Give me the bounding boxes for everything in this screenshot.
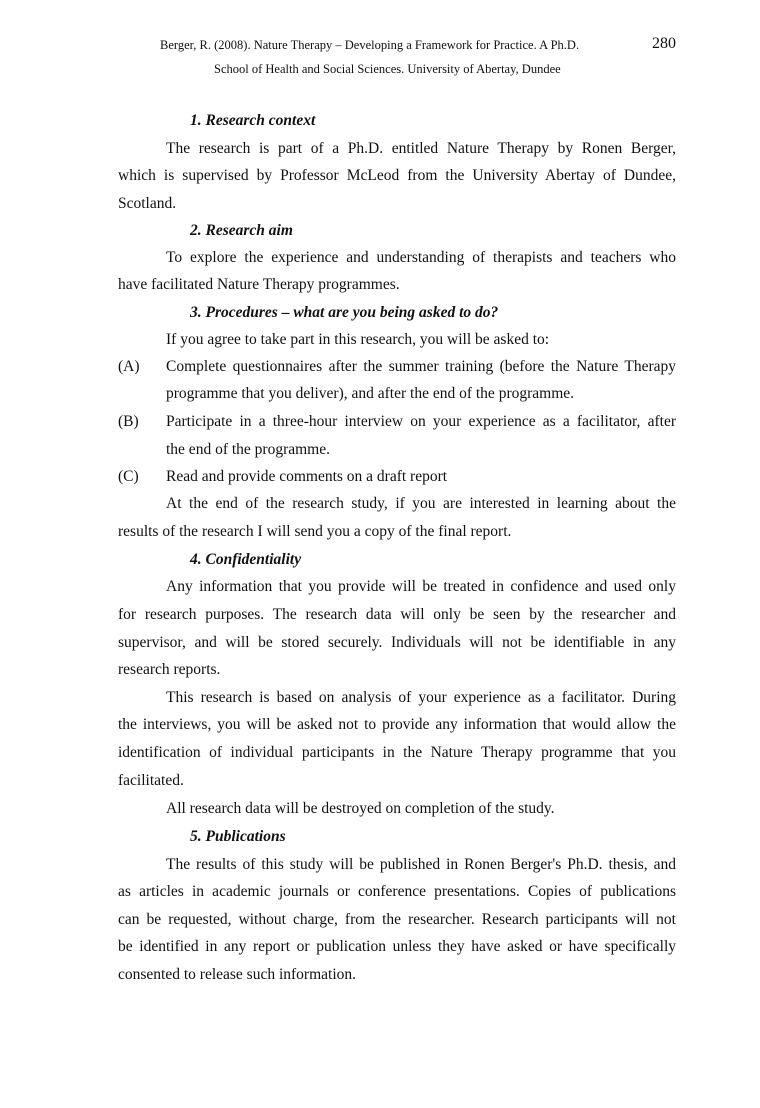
paragraph-line: identification of individual participants in the Nature Therapy programme that you — [118, 744, 676, 761]
list-item-line: Complete questionnaires after the summer training (before the Nature Therapy — [166, 358, 676, 375]
paragraph-line: Scotland. — [118, 195, 177, 212]
list-item-line: programme that you deliver), and after the end of the programme. — [166, 385, 575, 402]
paragraph-line: The research is part of a Ph.D. entitled Nature Therapy by Ronen Berger, — [166, 140, 676, 157]
paragraph-line: At the end of the research study, if you are interested in learning about the — [166, 495, 676, 512]
paragraph-line: The results of this study will be published in Ronen Berger's Ph.D. thesis, and — [166, 856, 676, 873]
paragraph-line: as articles in academic journals or conference presentations. Copies of publications — [118, 883, 676, 900]
list-marker-a: (A) — [118, 358, 140, 375]
paragraph-line: facilitated. — [118, 772, 184, 789]
paragraph-line: which is supervised by Professor McLeod from the University Abertay of Dundee, — [118, 167, 676, 184]
paragraph-line: This research is based on analysis of your experience as a facilitator. During — [166, 689, 676, 706]
list-item-line: Read and provide comments on a draft report — [166, 468, 448, 485]
running-header-institution: School of Health and Social Sciences. University of Abertay, Dundee — [214, 62, 561, 76]
list-item-line: the end of the programme. — [166, 441, 330, 458]
heading-confidentiality: 4. Confidentiality — [190, 551, 302, 568]
page-number: 280 — [652, 35, 676, 52]
heading-procedures: 3. Procedures – what are you being asked to do? — [190, 304, 499, 321]
heading-research-context: 1. Research context — [190, 112, 316, 129]
heading-research-aim: 2. Research aim — [190, 222, 293, 239]
paragraph-line: have facilitated Nature Therapy programmes. — [118, 276, 400, 293]
paragraph-line: results of the research I will send you a copy of the final report. — [118, 523, 512, 540]
paragraph-line: be identified in any report or publication unless they have asked or have specifically — [118, 938, 676, 955]
list-marker-b: (B) — [118, 413, 139, 430]
paragraph-line: Any information that you provide will be treated in confidence and used only — [166, 578, 676, 595]
paragraph-line: supervisor, and will be stored securely. Individuals will not be identifiable in any — [118, 634, 676, 651]
paragraph-line: If you agree to take part in this research, you will be asked to: — [166, 331, 550, 348]
paragraph-line: the interviews, you will be asked not to provide any information that would allow the — [118, 716, 676, 733]
list-item-line: Participate in a three-hour interview on your experience as a facilitator, after — [166, 413, 676, 430]
paragraph-line: consented to release such information. — [118, 966, 357, 983]
running-header-citation: Berger, R. (2008). Nature Therapy – Developing a Framework for Practice. A Ph.D. — [160, 38, 580, 52]
paragraph-line: To explore the experience and understanding of therapists and teachers who — [166, 249, 676, 266]
list-marker-c: (C) — [118, 468, 139, 485]
paragraph-line: for research purposes. The research data will only be seen by the researcher and — [118, 606, 676, 623]
paragraph-line: All research data will be destroyed on completion of the study. — [166, 800, 555, 817]
paragraph-line: research reports. — [118, 661, 221, 678]
heading-publications: 5. Publications — [190, 828, 286, 845]
paragraph-line: can be requested, without charge, from the researcher. Research participants will not — [118, 911, 676, 928]
